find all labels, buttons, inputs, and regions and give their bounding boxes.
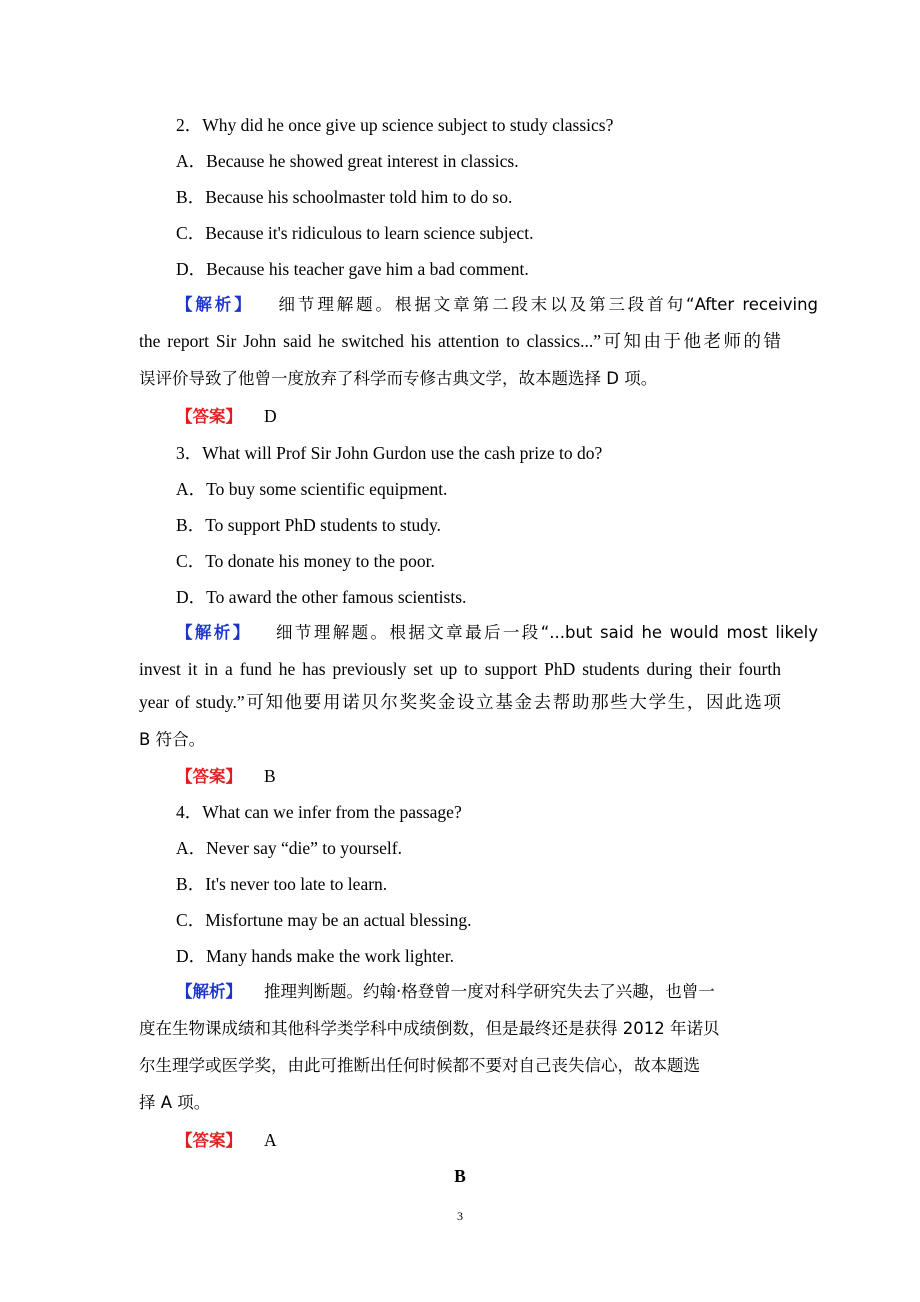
analysis-line <box>139 329 781 353</box>
answer-value: A <box>264 1130 277 1150</box>
analysis-text: year of study.”可知他要用诺贝尔奖奖金设立基金去帮助那些大学生，因此选项 <box>139 692 781 712</box>
analysis-line <box>139 366 781 391</box>
question-text: Why did he once give up science subject to study classics? <box>202 115 614 135</box>
answer-line <box>139 764 818 789</box>
option-b: B．It's never too late to learn. <box>176 874 388 894</box>
option-c: C．Because it's ridiculous to learn science subject. <box>176 223 534 243</box>
analysis-text: the report Sir John said he switched his attention to classics...”可知由于他老师的错 <box>139 331 781 351</box>
option-letter: D <box>176 946 189 966</box>
analysis-tag: 【解析】 <box>176 623 252 642</box>
option-text: To support PhD students to study. <box>205 515 442 535</box>
option-letter: B <box>176 515 188 535</box>
option-text: To donate his money to the poor. <box>205 551 435 571</box>
question-3: 3．What will Prof Sir John Gurdon use the cash prize to do? <box>176 443 603 463</box>
analysis-text: invest it in a fund he has previously set up to support PhD students during their fourth <box>139 659 781 679</box>
analysis-line <box>139 979 818 1004</box>
option-text: Because his teacher gave him a bad comment. <box>206 259 529 279</box>
option-letter: C <box>176 223 188 243</box>
option-a: A．Because he showed great interest in classics. <box>176 151 519 171</box>
analysis-text: 细节理解题。根据文章第二段末以及第三段首句“After receiving <box>275 295 819 314</box>
option-text: To award the other famous scientists. <box>206 587 467 607</box>
answer-tag: 【答案】 <box>176 1131 242 1150</box>
option-letter: D <box>176 259 189 279</box>
option-b: B．Because his schoolmaster told him to do so. <box>176 187 513 207</box>
option-a: A．Never say “die” to yourself. <box>176 838 402 858</box>
analysis-tag: 【解析】 <box>176 295 254 314</box>
option-d: D．Because his teacher gave him a bad comment. <box>176 259 529 279</box>
option-text: To buy some scientific equipment. <box>206 479 448 499</box>
analysis-line <box>139 1053 781 1078</box>
section-heading: B <box>454 1166 466 1186</box>
option-letter: C <box>176 910 188 930</box>
option-text: Because his schoolmaster told him to do so. <box>205 187 513 207</box>
option-letter: A <box>176 479 189 499</box>
question-number: 3 <box>176 443 185 463</box>
option-text: Many hands make the work lighter. <box>206 946 455 966</box>
option-letter: A <box>176 838 189 858</box>
analysis-text: 细节理解题。根据文章最后一段“...but said he would most likely <box>273 623 818 642</box>
page-number: 3 <box>457 1209 463 1223</box>
option-text: It's never too late to learn. <box>205 874 388 894</box>
answer-tag: 【答案】 <box>176 767 242 786</box>
answer-value: B <box>264 766 276 786</box>
option-text: Because it's ridiculous to learn science subject. <box>205 223 534 243</box>
analysis-line <box>139 1090 781 1115</box>
analysis-text: 推理判断题。约翰·格登曾一度对科学研究失去了兴趣，也曾一 <box>264 982 715 1001</box>
option-c: C．Misfortune may be an actual blessing. <box>176 910 472 930</box>
analysis-line <box>139 690 781 714</box>
option-b: B．To support PhD students to study. <box>176 515 442 535</box>
option-a: A．To buy some scientific equipment. <box>176 479 448 499</box>
analysis-text: 误评价导致了他曾一度放弃了科学而专修古典文学，故本题选择 D 项。 <box>139 369 658 388</box>
option-letter: B <box>176 874 188 894</box>
option-letter: B <box>176 187 188 207</box>
analysis-tag: 【解析】 <box>176 982 242 1001</box>
analysis-line <box>139 1016 781 1041</box>
analysis-text: 度在生物课成绩和其他科学类学科中成绩倒数，但是最终还是获得 2012 年诺贝 <box>139 1019 720 1038</box>
option-text: Misfortune may be an actual blessing. <box>205 910 472 930</box>
option-d: D．Many hands make the work lighter. <box>176 946 455 966</box>
option-d: D．To award the other famous scientists. <box>176 587 467 607</box>
answer-tag: 【答案】 <box>176 407 242 426</box>
question-number: 4 <box>176 802 185 822</box>
answer-value: D <box>264 406 277 426</box>
analysis-line <box>139 292 818 317</box>
analysis-line <box>139 727 781 752</box>
answer-line <box>139 1128 818 1153</box>
question-text: What will Prof Sir John Gurdon use the cash prize to do? <box>202 443 603 463</box>
question-2: 2．Why did he once give up science subject to study classics? <box>176 115 614 135</box>
question-4: 4．What can we infer from the passage? <box>176 802 462 822</box>
analysis-text: 尔生理学或医学奖，由此可推断出任何时候都不要对自己丧失信心，故本题选 <box>139 1056 700 1075</box>
question-text: What can we infer from the passage? <box>202 802 462 822</box>
analysis-text: B 符合。 <box>139 730 206 749</box>
option-c: C．To donate his money to the poor. <box>176 551 435 571</box>
option-letter: C <box>176 551 188 571</box>
option-letter: A <box>176 151 189 171</box>
analysis-line <box>139 620 818 645</box>
answer-line <box>139 404 818 429</box>
question-number: 2 <box>176 115 185 135</box>
option-text: Because he showed great interest in classics. <box>206 151 519 171</box>
option-text: Never say “die” to yourself. <box>206 838 402 858</box>
option-letter: D <box>176 587 189 607</box>
analysis-line <box>139 657 781 681</box>
analysis-text: 择 A 项。 <box>139 1093 211 1112</box>
